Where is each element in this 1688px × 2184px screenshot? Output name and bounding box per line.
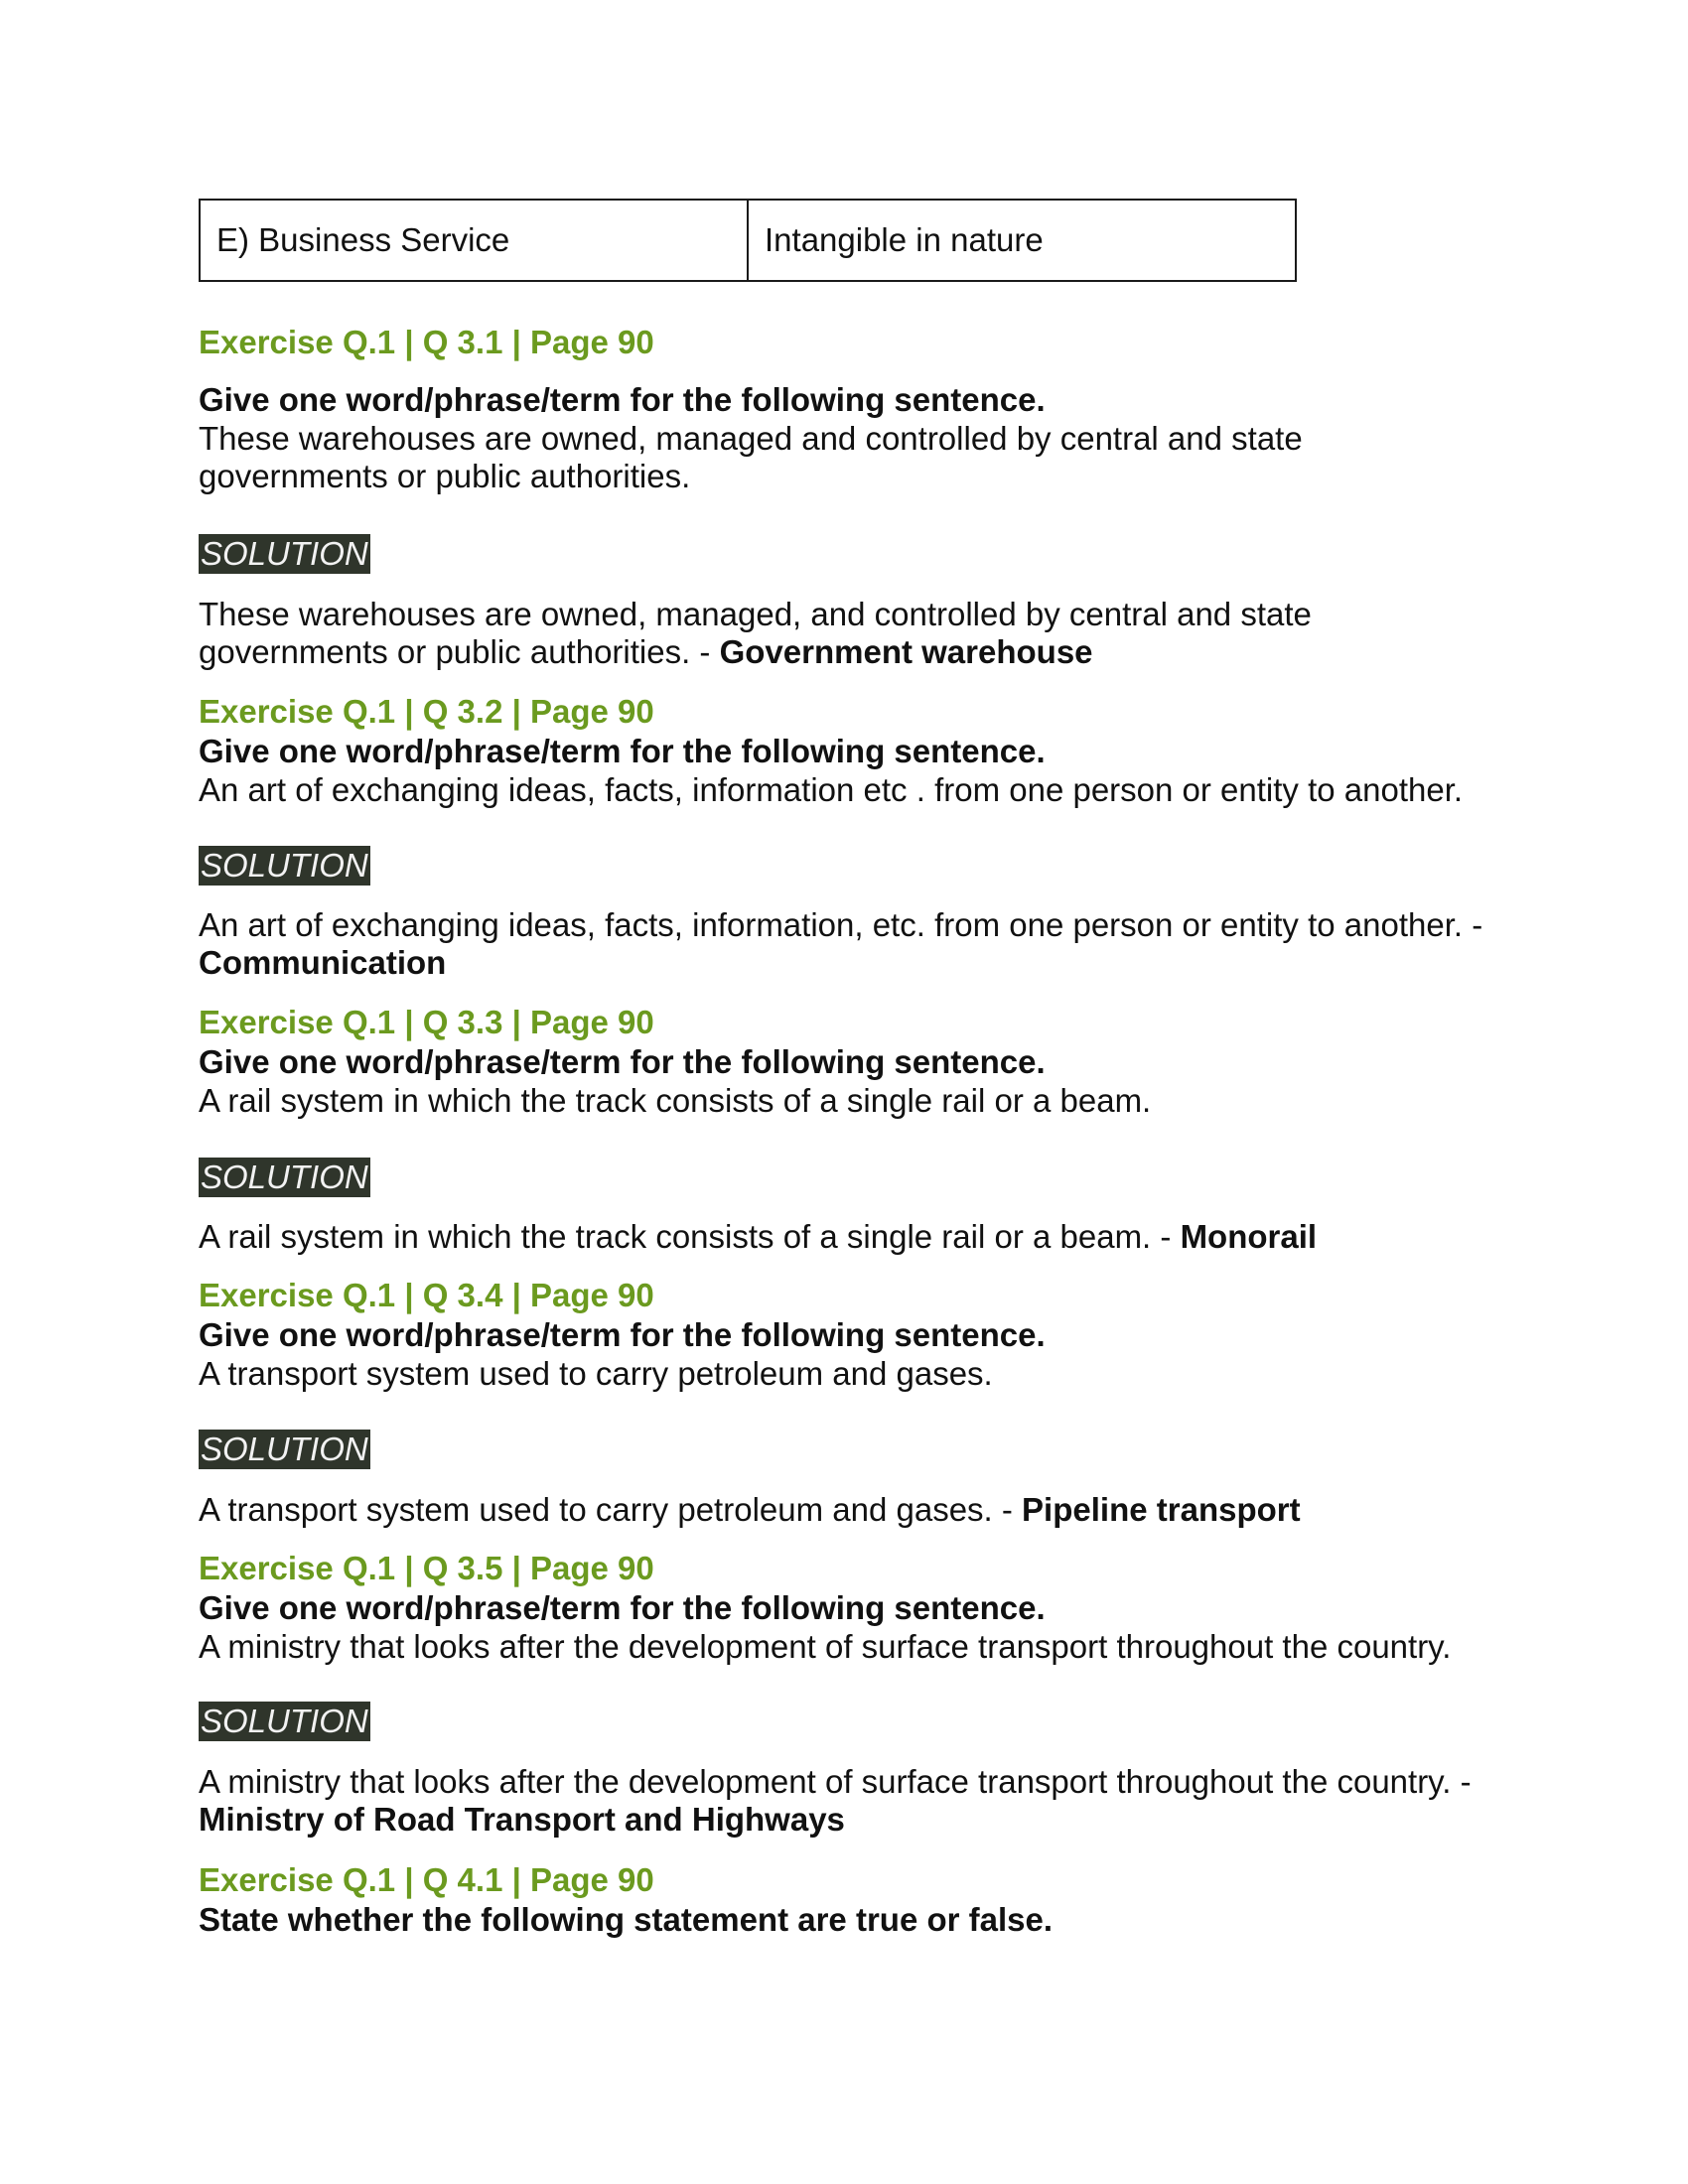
question-block [199, 1860, 1509, 1940]
solution-block [199, 1491, 1509, 1529]
question-instruction: Give one word/phrase/term for the following sentence. [199, 733, 1046, 769]
solution-answer: Communication [199, 944, 447, 981]
question-instruction: Give one word/phrase/term for the following sentence. [199, 1589, 1046, 1626]
question-block [199, 1549, 1509, 1666]
question-text: A transport system used to carry petroleum and gases. [199, 1355, 993, 1392]
solution-answer: Monorail [1180, 1218, 1318, 1255]
question-block [199, 1003, 1509, 1120]
question-block [199, 692, 1509, 809]
solution-text: These warehouses are owned, managed, and controlled by central and state governments or public authorities. - [199, 596, 1312, 670]
solution-label-block [199, 1430, 1509, 1469]
solution-label: SOLUTION [201, 847, 368, 884]
solution-text: A ministry that looks after the development of surface transport throughout the country. - [199, 1763, 1472, 1800]
match-table [199, 199, 1297, 282]
table-row [200, 200, 1296, 281]
table-cell-left: E) Business Service [200, 200, 748, 281]
solution-block [199, 906, 1509, 982]
question-instruction: Give one word/phrase/term for the following sentence. [199, 1043, 1046, 1080]
table-cell-right: Intangible in nature [748, 200, 1296, 281]
question-instruction: Give one word/phrase/term for the following sentence. [199, 381, 1046, 418]
solution-block [199, 1218, 1509, 1256]
question-text: A rail system in which the track consists of a single rail or a beam. [199, 1082, 1152, 1119]
question-text: An art of exchanging ideas, facts, information etc . from one person or entity to another. [199, 771, 1464, 808]
solution-label: SOLUTION [201, 535, 368, 572]
solution-text: A rail system in which the track consists of a single rail or a beam. - [199, 1218, 1181, 1255]
exercise-title: Exercise Q.1 | Q 3.1 | Page 90 [199, 324, 654, 360]
solution-text: A transport system used to carry petroleum and gases. - [199, 1491, 1023, 1528]
question-instruction: Give one word/phrase/term for the following sentence. [199, 1316, 1046, 1353]
solution-text: An art of exchanging ideas, facts, information, etc. from one person or entity to another. - [199, 906, 1483, 943]
exercise-title: Exercise Q.1 | Q 3.4 | Page 90 [199, 1277, 654, 1313]
solution-label: SOLUTION [201, 1431, 368, 1467]
solution-label-block [199, 1158, 1509, 1197]
exercise-title: Exercise Q.1 | Q 4.1 | Page 90 [199, 1861, 654, 1898]
question-text: A ministry that looks after the development of surface transport throughout the country. [199, 1628, 1452, 1665]
question-block [199, 1276, 1509, 1393]
solution-label-block [199, 1702, 1509, 1741]
solution-label-block [199, 846, 1509, 886]
question-block [199, 380, 1509, 495]
solution-block [199, 596, 1509, 671]
solution-answer: Ministry of Road Transport and Highways [199, 1801, 845, 1838]
exercise-title: Exercise Q.1 | Q 3.2 | Page 90 [199, 693, 654, 730]
exercise-title: Exercise Q.1 | Q 3.5 | Page 90 [199, 1550, 654, 1586]
question-text: These warehouses are owned, managed and controlled by central and state governments or public authorities. [199, 420, 1303, 494]
solution-label: SOLUTION [201, 1703, 368, 1739]
exercise-title: Exercise Q.1 | Q 3.3 | Page 90 [199, 1004, 654, 1040]
solution-block [199, 1763, 1509, 1839]
solution-label-block [199, 534, 1509, 574]
question-instruction: State whether the following statement are true or false. [199, 1901, 1054, 1938]
solution-label: SOLUTION [201, 1159, 368, 1195]
solution-answer: Government warehouse [719, 633, 1093, 670]
solution-answer: Pipeline transport [1022, 1491, 1301, 1528]
exercise-heading [199, 323, 1509, 362]
